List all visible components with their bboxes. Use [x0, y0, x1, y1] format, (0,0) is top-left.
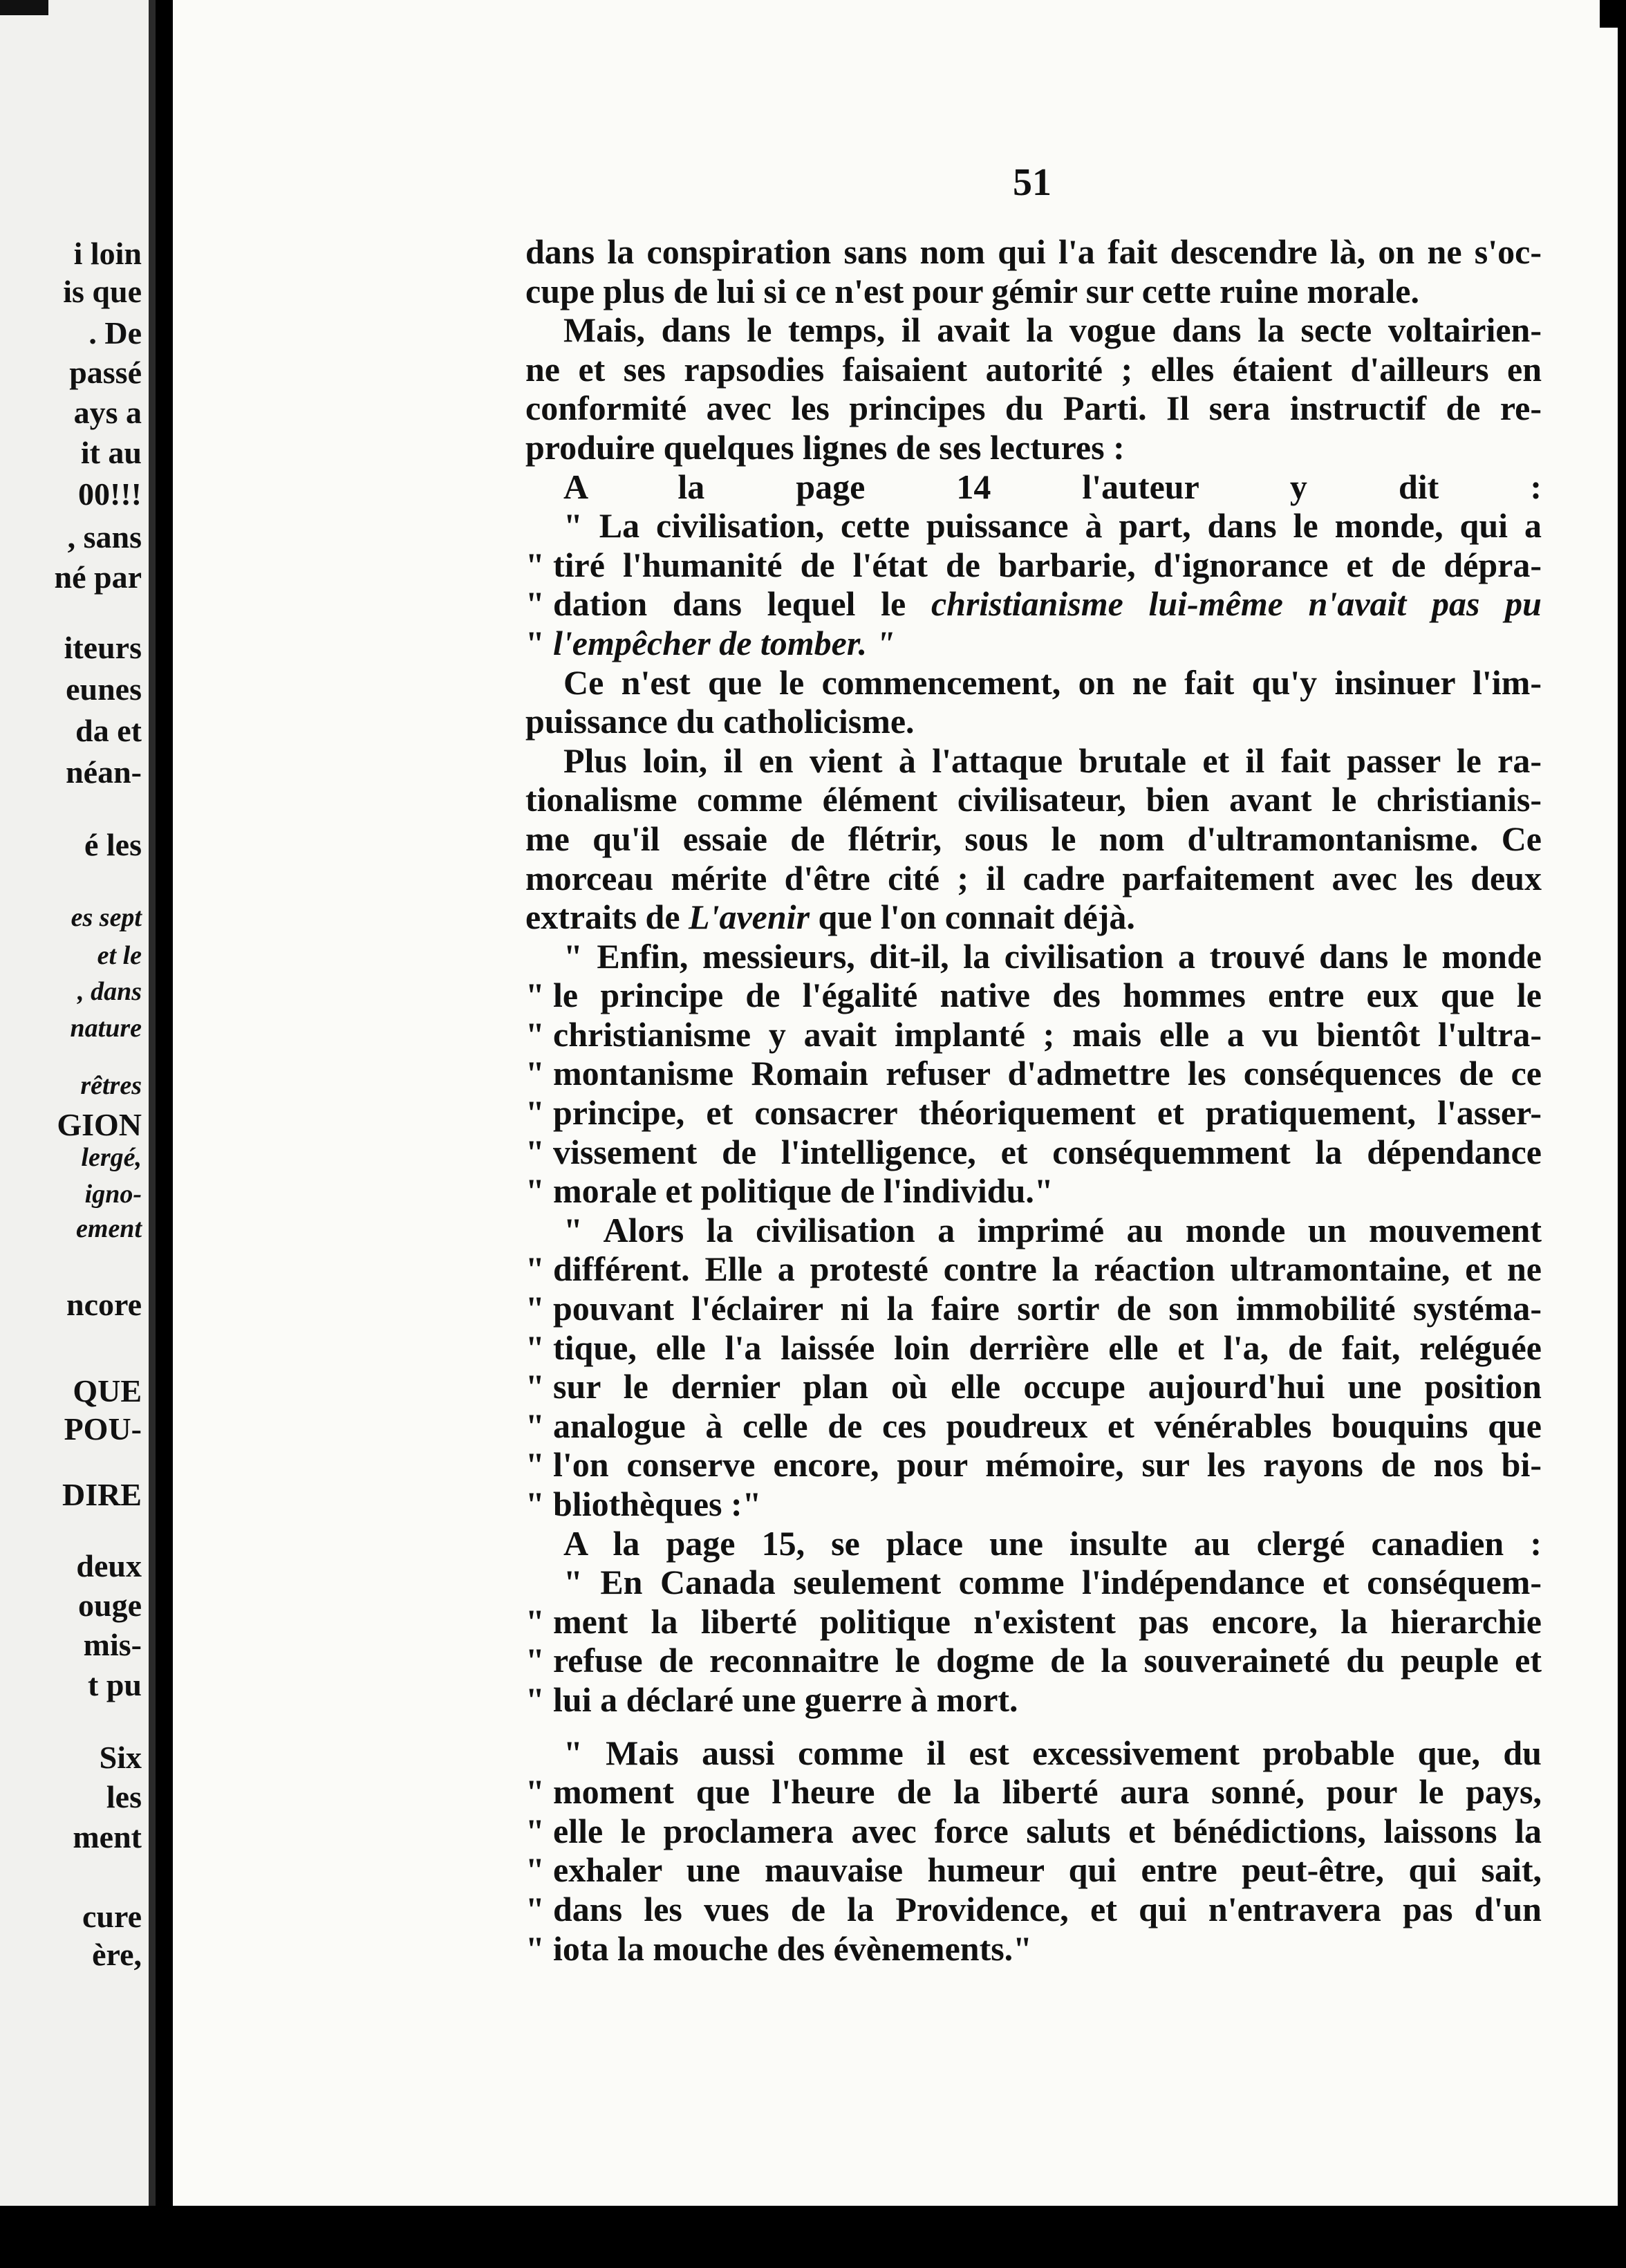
text-line-content: tique, elle l'a laissée loin derrière elle et l'a, de fait, reléguée	[553, 1328, 1542, 1367]
left-page-line: DIRE	[62, 1477, 142, 1512]
quote-mark: "	[525, 1289, 545, 1328]
text-line-content: vissement de l'intelligence, et conséquemment la dépendance	[553, 1132, 1542, 1171]
text-line: A la page 15, se place une insulte au clergé canadien :	[563, 1523, 1542, 1563]
page-gutter	[149, 0, 156, 2206]
left-page-line: passé	[69, 355, 142, 390]
text-line: A la page 14 l'auteur y dit :	[563, 467, 1542, 506]
quote-mark: "	[525, 1928, 545, 1968]
text-line	[525, 1406, 1542, 1446]
text-line-content: sur le dernier plan où elle occupe aujourd'hui une position	[553, 1367, 1542, 1406]
quote-mark: "	[525, 1054, 545, 1093]
quote-mark: "	[525, 976, 545, 1015]
text-line: conformité avec les principes du Parti. Il sera instructif de re-	[525, 389, 1542, 428]
left-page-line: deux	[76, 1548, 142, 1583]
text-line-content: montanisme Romain refuser d'admettre les conséquences de ce	[553, 1054, 1542, 1093]
left-page-line: ouge	[78, 1588, 142, 1623]
left-page-line: is que	[63, 274, 142, 309]
left-page-line: rêtres	[80, 1071, 142, 1100]
left-page-line: et le	[97, 941, 142, 970]
left-page-line: Six	[99, 1740, 142, 1775]
text-line-content: l'empêcher de tomber. "	[553, 623, 895, 662]
quote-mark: "	[525, 1445, 545, 1485]
left-page-line: , dans	[77, 977, 142, 1006]
text-line: ne et ses rapsodies faisaient autorité ; elles étaient d'ailleurs en	[525, 349, 1542, 389]
quote-mark: "	[525, 1249, 545, 1289]
quote-mark: "	[525, 1171, 545, 1211]
text-line: puissance du catholicisme.	[525, 702, 915, 741]
left-page-line: QUE	[73, 1373, 142, 1409]
text-line-content: différent. Elle a protesté contre la réaction ultramontaine, et ne	[553, 1249, 1542, 1289]
text-line: morceau mérite d'être cité ; il cadre parfaitement avec les deux	[525, 858, 1542, 898]
text-line-content: morale et politique de l'individu."	[553, 1171, 1054, 1211]
left-page-line: nature	[70, 1014, 142, 1043]
text-line	[525, 624, 1542, 663]
text-line-content: elle le proclamera avec force saluts et bénédictions, laissons la	[553, 1811, 1542, 1850]
text-line	[525, 584, 1542, 624]
left-page-line: POU-	[64, 1411, 142, 1447]
quote-mark: "	[525, 1367, 545, 1406]
left-page-line: t pu	[88, 1667, 142, 1702]
top-right-corner-mark	[1600, 0, 1620, 28]
left-page-line: it au	[80, 435, 142, 470]
text-line: " Enfin, messieurs, dit-il, la civilisation a trouvé dans le monde	[563, 936, 1542, 976]
left-page-line: ère,	[92, 1937, 142, 1972]
quote-mark: "	[525, 1093, 545, 1133]
text-line: produire quelques lignes de ses lectures :	[525, 427, 1125, 467]
quote-mark: "	[525, 545, 545, 584]
page-number: 51	[1013, 161, 1052, 204]
text-line: " En Canada seulement comme l'indépendance et conséquem-	[563, 1563, 1542, 1602]
text-line	[525, 976, 1542, 1015]
left-page-line: é les	[84, 827, 142, 862]
text-line-content: dation dans lequel le christianisme lui-même n'avait pas pu	[553, 584, 1542, 624]
text-line	[525, 1812, 1542, 1851]
text-line-content: lui a déclaré une guerre à mort.	[553, 1680, 1018, 1719]
left-page-line: GION	[57, 1107, 142, 1142]
text-line	[525, 1093, 1542, 1133]
quote-mark: "	[525, 1772, 545, 1812]
text-line-content: dans les vues de la Providence, et qui n'entravera pas d'un	[553, 1889, 1542, 1928]
text-line: tionalisme comme élément civilisateur, bien avant le christianis-	[525, 780, 1542, 819]
quote-mark: "	[525, 1132, 545, 1171]
text-line: Mais, dans le temps, il avait la vogue dans la secte voltairien-	[563, 310, 1542, 350]
text-line-content: tiré l'humanité de l'état de barbarie, d'ignorance et de dépra-	[553, 545, 1542, 584]
text-line	[525, 1367, 1542, 1406]
left-page-line: lergé,	[81, 1143, 142, 1172]
text-line: extraits de L'avenir que l'on connait déjà.	[525, 898, 1135, 937]
text-line	[525, 1445, 1542, 1485]
left-page-line: ment	[73, 1819, 142, 1855]
quote-mark: "	[525, 584, 545, 624]
left-page-line: i loin	[73, 236, 142, 271]
text-line: " La civilisation, cette puissance à part, dans le monde, qui a	[563, 506, 1542, 546]
text-line	[525, 1680, 1542, 1720]
text-line	[525, 1133, 1542, 1172]
text-line-content: le principe de l'égalité native des hommes entre eux que le	[553, 976, 1542, 1015]
text-line	[525, 1485, 1542, 1524]
text-line-content: refuse de reconnaitre le dogme de la souveraineté du peuple et	[553, 1641, 1542, 1680]
left-page-line: les	[106, 1779, 142, 1814]
text-line-content: ment la liberté politique n'existent pas encore, la hierarchie	[553, 1601, 1542, 1641]
quote-mark: "	[525, 1406, 545, 1445]
quote-mark: "	[525, 1014, 545, 1054]
text-line	[525, 1249, 1542, 1289]
text-line-content: exhaler une mauvaise humeur qui entre peut-être, qui sait,	[553, 1850, 1542, 1890]
left-page-line: . De	[88, 315, 142, 351]
quote-mark: "	[525, 1641, 545, 1680]
left-page-line: néan-	[66, 754, 142, 790]
text-line: Ce n'est que le commencement, on ne fait qu'y insinuer l'im-	[563, 662, 1542, 702]
left-page-line: igno-	[84, 1180, 142, 1209]
text-line: cupe plus de lui si ce n'est pour gémir sur cette ruine morale.	[525, 271, 1419, 310]
text-line: me qu'il essaie de flétrir, sous le nom d'ultramontanisme. Ce	[525, 819, 1542, 858]
text-line-content: pouvant l'éclairer ni la faire sortir de son immobilité systéma-	[553, 1289, 1542, 1328]
left-page-line: , sans	[67, 519, 142, 555]
quote-mark: "	[525, 623, 545, 662]
text-line	[525, 1890, 1542, 1929]
right-page	[173, 0, 1618, 2206]
quote-mark: "	[525, 1601, 545, 1641]
left-page-line: 00!!!	[78, 476, 142, 512]
left-page-line: es sept	[71, 903, 142, 932]
text-line	[525, 1171, 1542, 1211]
text-line	[525, 1054, 1542, 1093]
text-line	[525, 1850, 1542, 1890]
left-page-line: eunes	[66, 671, 142, 707]
left-page-line: da et	[75, 713, 142, 748]
quote-mark: "	[525, 1328, 545, 1367]
left-page-line: iteurs	[64, 630, 142, 665]
text-line-content: christianisme y avait implanté ; mais elle a vu bientôt l'ultra-	[553, 1014, 1542, 1054]
text-line: " Alors la civilisation a imprimé au monde un mouvement	[563, 1210, 1542, 1249]
left-page-line: ncore	[66, 1287, 142, 1322]
left-page-fragment	[0, 0, 156, 2206]
left-page-line: né par	[54, 559, 142, 595]
quote-mark: "	[525, 1811, 545, 1850]
quote-mark: "	[525, 1850, 545, 1890]
quote-mark: "	[525, 1889, 545, 1928]
text-line	[525, 546, 1542, 585]
left-page-line: cure	[82, 1899, 142, 1934]
left-page-line: ays a	[73, 395, 142, 430]
text-line: Plus loin, il en vient à l'attaque brutale et il fait passer le ra-	[563, 741, 1542, 780]
text-line	[525, 1289, 1542, 1328]
top-left-corner-mark	[0, 0, 48, 15]
text-line-content: l'on conserve encore, pour mémoire, sur les rayons de nos bi-	[553, 1445, 1542, 1485]
page-body-text	[525, 232, 1542, 1968]
text-line: " Mais aussi comme il est excessivement probable que, du	[563, 1733, 1542, 1772]
quote-mark: "	[525, 1680, 545, 1719]
text-line-content: iota la mouche des évènements."	[553, 1928, 1032, 1968]
text-line-content: moment que l'heure de la liberté aura sonné, pour le pays,	[553, 1772, 1542, 1812]
left-page-line: ement	[76, 1214, 142, 1243]
quote-mark: "	[525, 1485, 545, 1523]
text-line-content: analogue à celle de ces poudreux et vénérables bouquins que	[553, 1406, 1542, 1445]
text-line	[525, 1641, 1542, 1680]
text-line	[525, 1929, 1542, 1969]
text-line	[525, 1328, 1542, 1368]
text-line	[525, 1602, 1542, 1642]
text-line: dans la conspiration sans nom qui l'a fait descendre là, on ne s'oc-	[525, 232, 1542, 271]
text-line-content: bliothèques :"	[553, 1485, 762, 1523]
text-line	[525, 1015, 1542, 1054]
text-line-content: principe, et consacrer théoriquement et pratiquement, l'asser-	[553, 1093, 1542, 1133]
left-page-line: mis-	[83, 1627, 142, 1662]
text-line	[525, 1772, 1542, 1812]
